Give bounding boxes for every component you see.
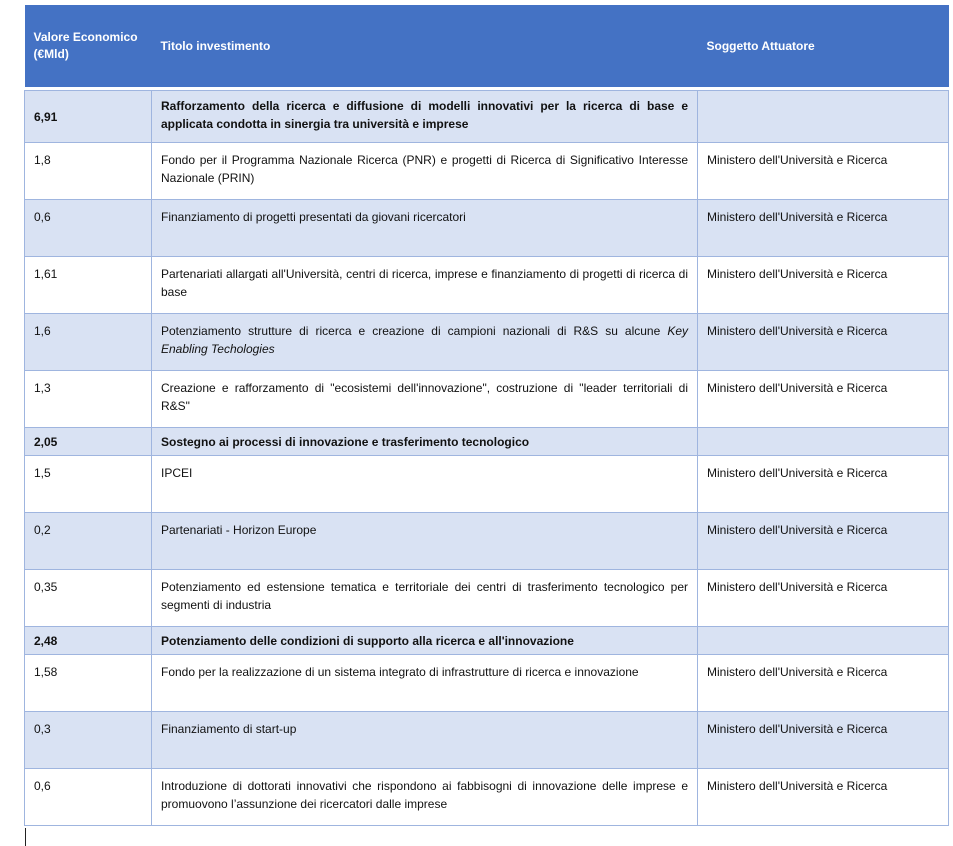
row-title: Potenziamento ed estensione tematica e territoriale dei centri di trasferimento tecnologico per segmenti di industria [152,570,698,627]
table-row [25,456,949,513]
row-title: Finanziamento di start-up [152,712,698,769]
investment-table [24,5,949,826]
row-value: 0,35 [25,570,152,627]
row-value: 0,6 [25,200,152,257]
row-title: Creazione e rafforzamento di "ecosistemi dell'innovazione", costruzione di "leader territoriali di R&S" [152,371,698,428]
group-actor-empty [698,627,949,655]
row-value: 0,2 [25,513,152,570]
table-row [25,371,949,428]
row-title: IPCEI [152,456,698,513]
row-actor: Ministero dell'Università e Ricerca [698,570,949,627]
group-row [25,627,949,655]
row-value: 0,3 [25,712,152,769]
row-title: Partenariati - Horizon Europe [152,513,698,570]
row-actor: Ministero dell'Università e Ricerca [698,371,949,428]
text-cursor [25,828,26,846]
group-actor-empty [698,91,949,143]
table-row [25,143,949,200]
row-actor: Ministero dell'Università e Ricerca [698,712,949,769]
header-actor: Soggetto Attuatore [698,5,949,87]
group-title: Potenziamento delle condizioni di supporto alla ricerca e all'innovazione [152,627,698,655]
row-actor: Ministero dell'Università e Ricerca [698,200,949,257]
header-value: Valore Economico (€Mld) [25,5,152,87]
row-title: Fondo per la realizzazione di un sistema integrato di infrastrutture di ricerca e innovazione [152,655,698,712]
row-value: 0,6 [25,769,152,826]
group-value: 2,48 [25,627,152,655]
row-value: 1,5 [25,456,152,513]
table-row [25,712,949,769]
row-title: Partenariati allargati all'Università, centri di ricerca, imprese e finanziamento di progetti di ricerca di base [152,257,698,314]
group-value: 2,05 [25,428,152,456]
group-actor-empty [698,428,949,456]
row-actor: Ministero dell'Università e Ricerca [698,314,949,371]
table-row [25,200,949,257]
table-row [25,655,949,712]
row-value: 1,3 [25,371,152,428]
table-row [25,257,949,314]
row-actor: Ministero dell'Università e Ricerca [698,143,949,200]
row-title-text: Potenziamento strutture di ricerca e creazione di campioni nazionali di R&S su alcune [161,324,668,338]
group-value: 6,91 [25,91,152,143]
row-actor: Ministero dell'Università e Ricerca [698,655,949,712]
row-title-italic: Key Enabling Techologies [161,324,688,356]
table-header-row [25,5,949,87]
row-title [152,314,698,371]
row-title: Fondo per il Programma Nazionale Ricerca (PNR) e progetti di Ricerca di Significativo Interesse Nazionale (PRIN) [152,143,698,200]
row-actor: Ministero dell'Università e Ricerca [698,257,949,314]
investment-table-container [24,5,948,826]
table-row [25,513,949,570]
group-row [25,428,949,456]
table-row [25,314,949,371]
row-actor: Ministero dell'Università e Ricerca [698,513,949,570]
row-value: 1,6 [25,314,152,371]
group-title: Rafforzamento della ricerca e diffusione di modelli innovativi per la ricerca di base e applicata condotta in sinergia tra università e imprese [152,91,698,143]
row-value: 1,8 [25,143,152,200]
row-actor: Ministero dell'Università e Ricerca [698,769,949,826]
header-title: Titolo investimento [152,5,698,87]
row-value: 1,61 [25,257,152,314]
table-row [25,570,949,627]
table-body [25,87,949,826]
group-row [25,91,949,143]
row-value: 1,58 [25,655,152,712]
table-row [25,769,949,826]
row-title: Introduzione di dottorati innovativi che rispondono ai fabbisogni di innovazione delle imprese e promuovono l’assunzione dei ricercatori dalle imprese [152,769,698,826]
row-title: Finanziamento di progetti presentati da giovani ricercatori [152,200,698,257]
group-title: Sostegno ai processi di innovazione e trasferimento tecnologico [152,428,698,456]
row-actor: Ministero dell'Università e Ricerca [698,456,949,513]
